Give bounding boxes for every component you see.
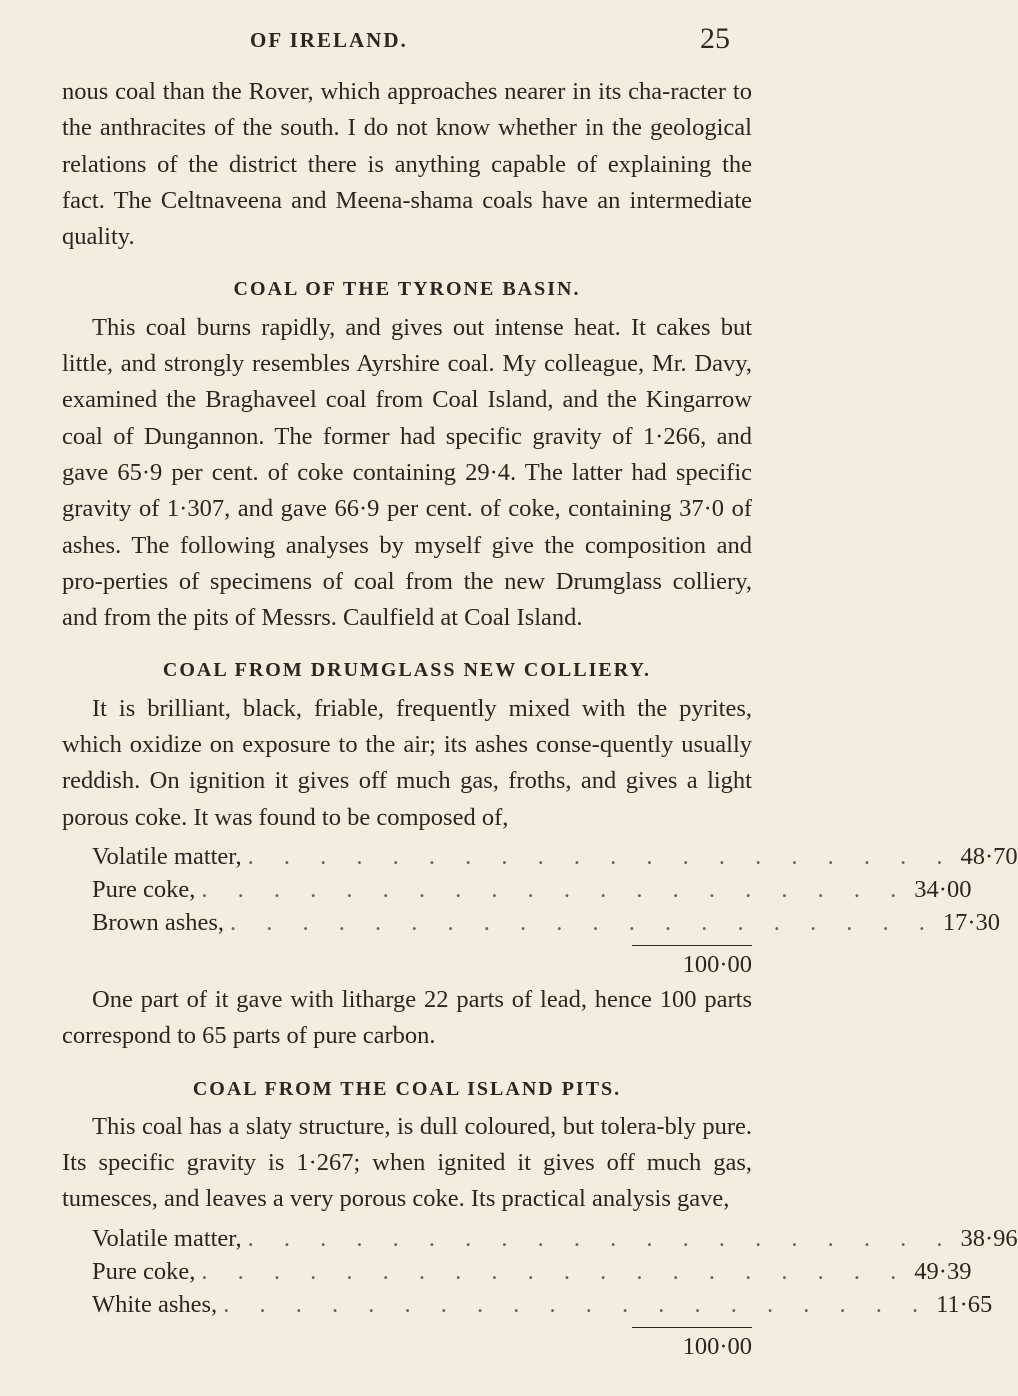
paragraph-drumglass-description: It is brilliant, black, friable, frequently mixed with the pyrites, which oxidize on exposure to the air; its ashes conse-quently usually reddish. On ignition it gives off much gas, froths, and gives a light porous coke. It was found to be composed of, (62, 694, 752, 831)
paragraph-tyrone-coal: This coal burns rapidly, and gives out intense heat. It cakes but little, and strongly resembles Ayrshire coal. My colleague, Mr. Davy, examined the Braghaveel coal from Coal Island, and the Kingarrow coal of Dungannon. The former had specific gravity of 1·266, and gave 65·9 per cent. of coke containing 29·4. The latter had specific gravity of 1·307, and gave 66·9 per cent. of coke, containing 37·0 of ashes. The following analyses by myself give the composition and pro-perties of specimens of coal from the new Drumglass colliery, and from the pits of Messrs. Caulfield at Coal Island. (62, 313, 752, 632)
sum-rule (62, 945, 752, 946)
leader-dots: . . . . . . . . . . . . . . . . . . . . (247, 842, 955, 870)
analysis-row (62, 1222, 1018, 1255)
analysis-value: 48·70 (960, 842, 1018, 870)
analysis-table-drumglass (62, 840, 1018, 982)
paragraph-coal-island-description: This coal has a slaty structure, is dull coloured, but tolera-bly pure. Its specific gravity is 1·267; when ignited it gives off much gas, tumesces, and leaves a very porous coke. Its practical analysis gave, (62, 1112, 752, 1213)
running-title: OF IRELAND. (250, 28, 408, 52)
analysis-label: Pure coke, (92, 875, 196, 903)
analysis-total: 100·00 (682, 950, 752, 978)
leader-dots: . . . . . . . . . . . . . . . . . . . . (230, 908, 937, 936)
sum-rule (62, 1327, 752, 1328)
analysis-value: 49·39 (914, 1257, 972, 1285)
analysis-row (62, 873, 972, 906)
running-head (0, 18, 800, 58)
analysis-total-row (62, 948, 752, 982)
leader-dots: . . . . . . . . . . . . . . . . . . . . (201, 1257, 909, 1285)
leader-dots: . . . . . . . . . . . . . . . . . . . . (223, 1290, 931, 1318)
analysis-table-coal-island (62, 1222, 1018, 1364)
analysis-value: 17·30 (942, 908, 1001, 936)
section-heading-coal-island: COAL FROM THE COAL ISLAND PITS. (192, 1077, 622, 1100)
analysis-row (62, 906, 1001, 939)
leader-dots: . . . . . . . . . . . . . . . . . . . . (201, 875, 909, 903)
section-heading-drumglass: COAL FROM DRUMGLASS NEW COLLIERY. (162, 659, 652, 682)
body-text (62, 74, 1018, 1364)
analysis-row (62, 1255, 972, 1288)
analysis-total-row (62, 1330, 752, 1364)
analysis-value: 11·65 (936, 1290, 993, 1318)
paragraph-litharge: One part of it gave with litharge 22 parts of lead, hence 100 parts correspond to 65 parts of pure carbon. (62, 985, 752, 1050)
analysis-label: Volatile matter, (92, 1224, 242, 1252)
analysis-label: Pure coke, (92, 1257, 196, 1285)
analysis-value: 34·00 (914, 875, 972, 903)
analysis-row (62, 1288, 993, 1321)
page-number: 25 (700, 22, 730, 55)
analysis-total: 100·00 (682, 1332, 752, 1360)
analysis-label: White ashes, (92, 1290, 218, 1318)
analysis-label: Volatile matter, (92, 842, 242, 870)
leader-dots: . . . . . . . . . . . . . . . . . . . . (247, 1224, 955, 1252)
section-heading-tyrone-basin: COAL OF THE TYRONE BASIN. (233, 278, 581, 301)
analysis-label: Brown ashes, (92, 908, 225, 936)
paragraph-continuation: nous coal than the Rover, which approaches nearer in its cha-racter to the anthracites of the south. I do not know whether in the geological relations of the district there is anything capable of explaining the fact. The Celtnaveena and Meena-shama coals have an intermediate quality. (62, 78, 752, 251)
analysis-row (62, 840, 1018, 873)
analysis-value: 38·96 (960, 1224, 1018, 1252)
